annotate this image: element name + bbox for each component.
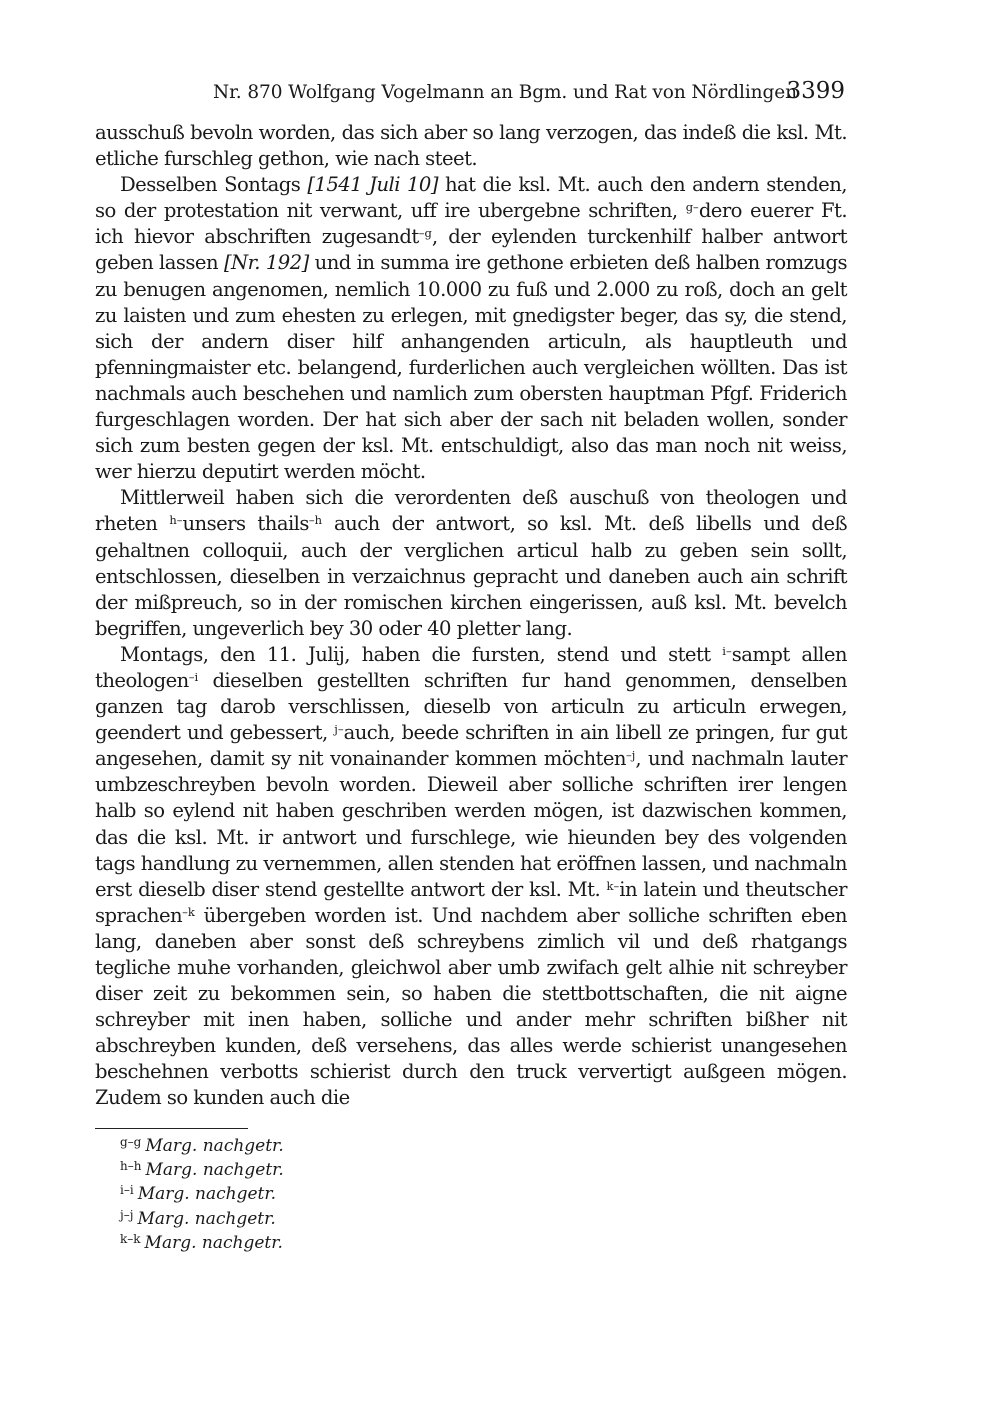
paragraph-3-text-c: auch der antwort, so ksl. Mt. deß libells und deß gehaltnen colloquii, auch der verglichen articul halb zu geben sein sollt, entschlossen, dieselben in verzaichnus gepracht und daneben auch ain schrift der mißpreuch, so in der romischen kirchen eingerissen, auß ksl. Mt. bevelch begriffen, ungeverlich bey 30 oder 40 pletter lang. (95, 512, 847, 640)
footnotes (120, 1134, 520, 1255)
footnote-mark: j–j (120, 1207, 134, 1222)
footnote (120, 1207, 520, 1231)
note-marker-g-open: g– (685, 200, 699, 215)
page-number: 3399 (786, 78, 845, 104)
note-marker-k-open: k– (606, 878, 620, 893)
footnote-text: Marg. nachgetr. (137, 1208, 276, 1229)
note-marker-h-open: h– (169, 513, 183, 528)
editorial-reference: [Nr. 192] (223, 251, 309, 275)
paragraph-1-text: ausschuß bevoln worden, das sich aber so lang verzogen, das indeß die ksl. Mt. etliche furschleg gethon, wie nach steet. (95, 121, 847, 171)
paragraph-4-text-c: dieselben gestellten schriften fur hand genommen, denselben ganzen tag darob verschlissen, dieselb von articuln zu articuln erwegen, geendert und gebessert, (95, 668, 847, 745)
footnote-mark: h–h (120, 1159, 142, 1174)
note-marker-i-open: i– (722, 643, 732, 658)
note-marker-j-open: j– (334, 722, 344, 737)
footnote-mark: k–k (120, 1231, 141, 1246)
running-head-title: Nr. 870 Wolfgang Vogelmann an Bgm. und Rat von Nördlingen (213, 82, 797, 103)
paragraph-4 (95, 642, 847, 1112)
note-marker-h-close: –h (308, 513, 323, 528)
note-marker-g-close: –g (418, 226, 432, 241)
footnote (120, 1158, 520, 1182)
footnote (120, 1134, 520, 1158)
footnote-text: Marg. nachgetr. (145, 1136, 284, 1156)
paragraph-2-text-a: Desselben Sontags (120, 173, 308, 197)
paragraph-4-text-d: auch, beede schriften in ain libell ze pringen, fur gut angesehen, damit sy nit vonainander kommen möchten (95, 721, 847, 771)
paragraph-2-text-e: , der eylenden turckenhilf halber antwort geben lassen (95, 225, 848, 275)
running-header (95, 78, 847, 110)
note-marker-i-close: –i (188, 669, 199, 684)
paragraph-4-text-g: übergeben worden ist. Und nachdem aber solliche schriften eben lang, daneben aber sonst deß schreybens zimlich vil und deß rhatgangs tegliche muhe vorhanden, gleichwol aber umb zwifach gelt alhie nit schreyber diser zeit zu bekommen sein, so haben die stettbottschaften, die nit aigne schreyber mit inen haben, solliche und ander mehr schriften bißher nit abschreyben kunden, deß versehens, das alles werde schierist unangesehen beschehnen verbotts schierist durch den truck ververtigt außgeen mögen. Zudem so kunden auch die (95, 903, 847, 1110)
paragraph-4-text-b: sampt allen theologen (95, 642, 847, 692)
paragraph-3 (95, 485, 847, 642)
footnote (120, 1182, 520, 1206)
note-marker-j-close: –j (626, 748, 636, 763)
footnote-mark: g–g (120, 1135, 142, 1149)
footnote-text: Marg. nachgetr. (145, 1160, 284, 1181)
footnote-rule (95, 1128, 248, 1129)
paragraph-2-text-d: dero euerer Ft. ich hievor abschriften zugesandt (95, 199, 848, 249)
paragraph-4-text-a: Montags, den 11. Julij, haben die fursten, stend und stett (120, 642, 723, 666)
footnote (120, 1231, 520, 1255)
editorial-date: [1541 Juli 10] (307, 173, 438, 197)
paragraph-3-text-b: unsers thails (182, 512, 309, 536)
paragraph-2 (95, 172, 847, 485)
paragraph-3-text-a: Mittlerweil haben sich die verordenten deß auschuß von theologen und rheten (95, 486, 847, 536)
footnote-mark: i–i (120, 1183, 134, 1198)
paragraph-1 (95, 120, 847, 172)
paragraph-4-text-f: in latein und theutscher sprachen (95, 877, 848, 927)
note-marker-k-close: –k (182, 904, 195, 919)
paragraph-2-text-g: und in summa ire gethone erbieten deß halben romzugs zu benugen angenomen, nemlich 10.000 zu fuß und 2.000 zu roß, doch an gelt zu laisten und zum ehesten zu erlegen, mit gnedigster beger, das sy, die stend, sich der andern diser hilf anhangenden articuln, als hauptleuth und pfenningmaister etc. belangend, furderlichen auch vergleichen wöllten. Das ist nachmals auch beschehen und namlich zum obersten hauptman Pfgf. Friderich furgeschlagen worden. Der hat sich aber der sach nit beladen wollen, sonder sich zum besten gegen der ksl. Mt. entschuldigt, also das man noch nit weiss, wer hierzu deputirt werden möcht. (95, 251, 847, 484)
footnote-text: Marg. nachgetr. (137, 1184, 277, 1205)
paragraph-2-text-c: hat die ksl. Mt. auch den andern stenden, so der protestation nit verwant, uff ire ubergebne schriften, (95, 173, 847, 223)
main-text (95, 120, 847, 1112)
footnote-text: Marg. nachgetr. (144, 1232, 283, 1253)
paragraph-4-text-e: , und nachmaln lauter umbzeschreyben bevoln worden. Dieweil aber solliche schriften irer lengen halb so eylend nit haben geschriben werden mögen, ist dazwischen kommen, das die ksl. Mt. ir antwort und furschlege, wie hieunden bey des volgenden tags handlung zu vernemmen, allen stenden hat eröffnen lassen, und nachmaln erst dieselb diser stend gestellte antwort der ksl. Mt. (95, 747, 848, 901)
